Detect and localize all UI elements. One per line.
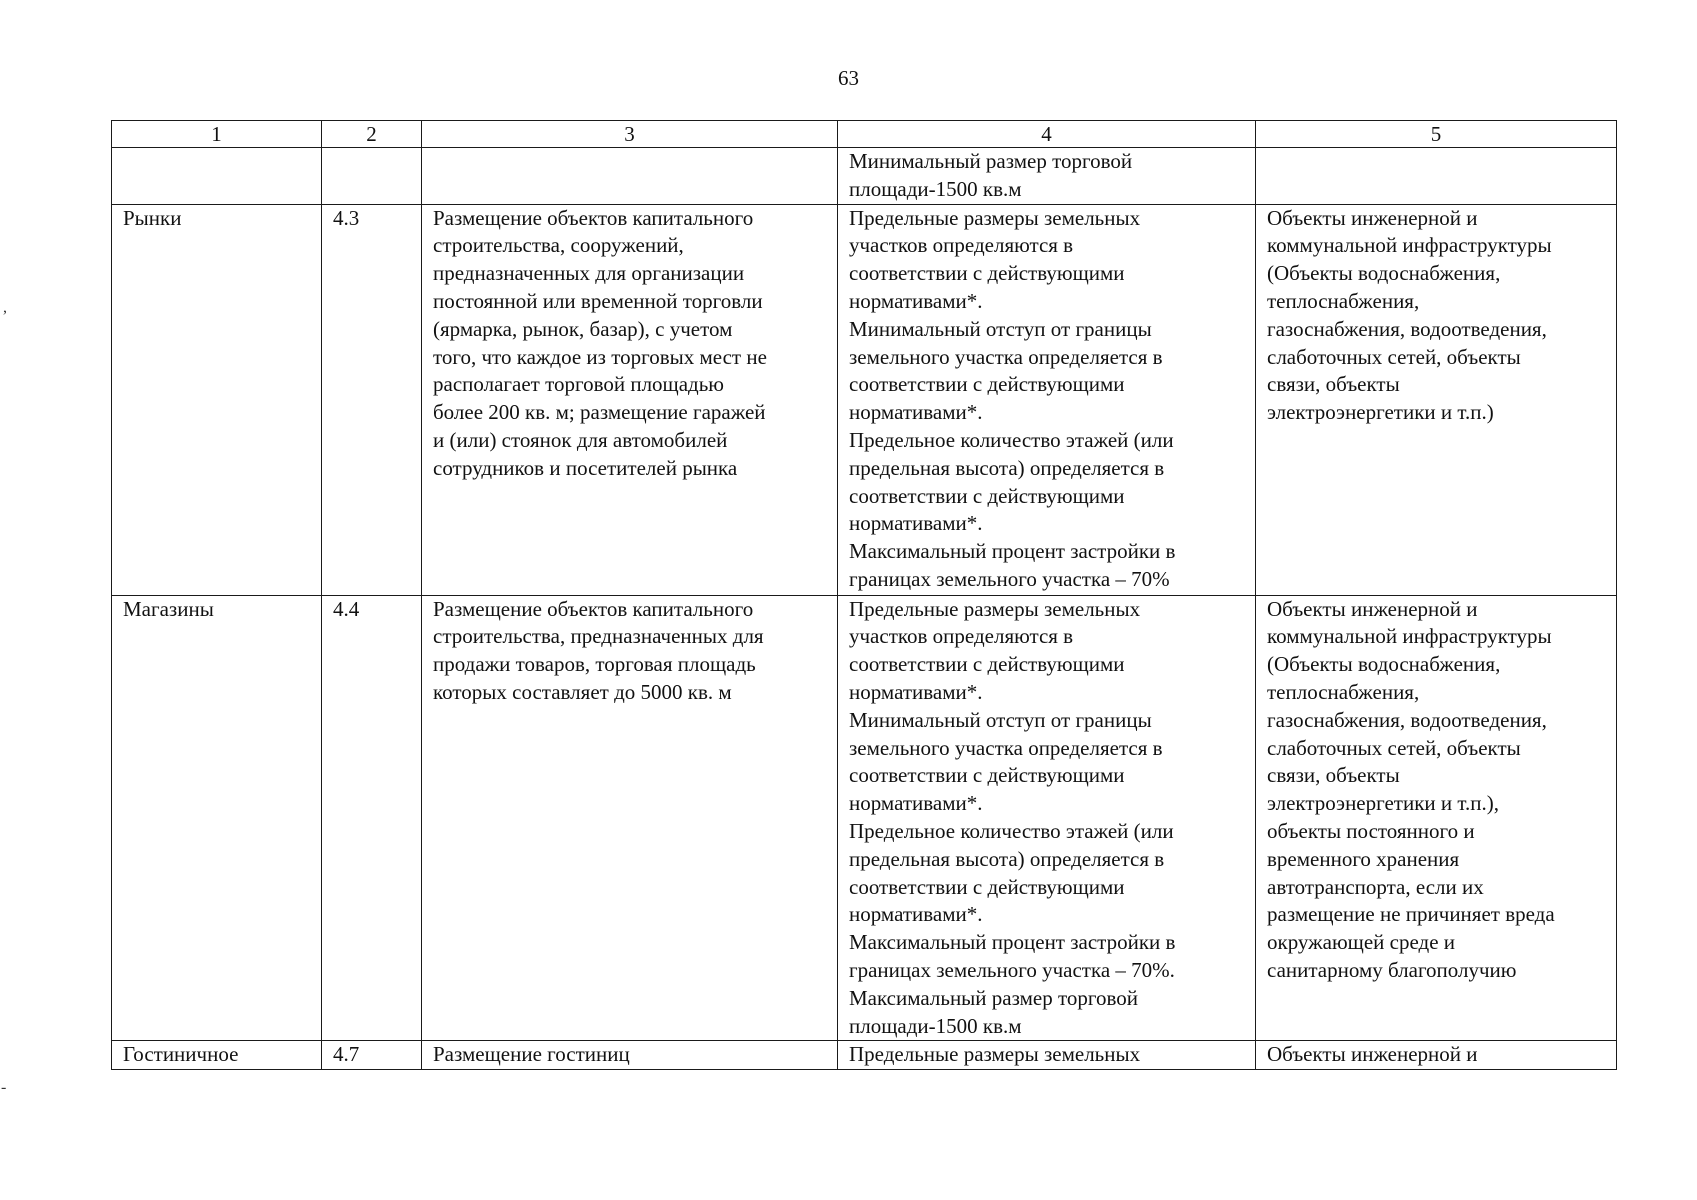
use-description-cell	[422, 595, 838, 1041]
margin-mark: ,	[3, 299, 7, 316]
use-description: Размещение объектов капитального строительства, сооружений, предназначенных для организации постоянной или временной торговли (ярмарка, рынок, базар), с учетом того, что каждое из торговых мест не располагает торговой площадью более 200 кв. м; размещение гаражей и (или) стоянок для автомобилей сотрудников и посетителей рынка	[433, 205, 767, 480]
table-header-row	[112, 121, 1617, 148]
use-parameters: Предельные размеры земельных участков определяются в соответствии с действующими нормативами*. Минимальный отступ от границы земельного участка определяется в соответствии с действующими нормативами*. Предельное количество этажей (или предельная высота) определяется в соответствии с действующими нормативами*. Максимальный процент застройки в границах земельного участка – 70%. Максимальный размер торговой площади-1500 кв.м	[849, 596, 1176, 1038]
use-code: 4.7	[333, 1042, 360, 1067]
table-row	[112, 204, 1617, 595]
header-cell-1: 1	[112, 121, 322, 148]
use-name: Магазины	[123, 596, 214, 621]
use-code: 4.3	[333, 205, 360, 230]
header-cell-2: 2	[322, 121, 422, 148]
use-description-cell	[422, 204, 838, 595]
auxiliary-uses: Объекты инженерной и коммунальной инфраструктуры (Объекты водоснабжения, теплоснабжения, газоснабжения, водоотведения, слаботочных сетей, объекты связи, объекты электроэнергетики и т.п.), объекты постоянного и временного хранения автотранспорта, если их размещение не причиняет вреда окружающей среде и санитарному благополучию	[1267, 596, 1555, 982]
table-row	[112, 595, 1617, 1041]
use-parameters-cell	[838, 1041, 1256, 1070]
header-cell-4: 4	[838, 121, 1256, 148]
header-cell-5: 5	[1256, 121, 1617, 148]
use-code-cell	[322, 148, 422, 205]
auxiliary-uses-cell	[1256, 148, 1617, 205]
use-name-cell	[112, 595, 322, 1041]
auxiliary-uses: Объекты инженерной и коммунальной инфраструктуры (Объекты водоснабжения, теплоснабжения, газоснабжения, водоотведения, слаботочных сетей, объекты связи, объекты электроэнергетики и т.п.)	[1267, 205, 1552, 425]
use-parameters: Предельные размеры земельных участков определяются в соответствии с действующими нормативами*. Минимальный отступ от границы земельного участка определяется в соответствии с действующими нормативами*. Предельное количество этажей (или предельная высота) определяется в соответствии с действующими нормативами*. Максимальный процент застройки в границах земельного участка – 70%	[849, 205, 1176, 591]
use-parameters: Предельные размеры земельных	[849, 1042, 1141, 1067]
margin-mark: -	[1, 1079, 7, 1096]
auxiliary-uses-cell	[1256, 1041, 1617, 1070]
use-code-cell	[322, 595, 422, 1041]
use-code: 4.4	[333, 596, 360, 621]
auxiliary-uses-cell	[1256, 595, 1617, 1041]
use-parameters-cell	[838, 204, 1256, 595]
use-name: Рынки	[123, 205, 182, 230]
auxiliary-uses: Объекты инженерной и	[1267, 1042, 1478, 1067]
use-name-cell	[112, 204, 322, 595]
use-name: Гостиничное	[123, 1042, 239, 1067]
use-description: Размещение гостиниц	[433, 1042, 630, 1067]
use-description-cell	[422, 1041, 838, 1070]
use-description: Размещение объектов капитального строительства, предназначенных для продажи товаров, торговая площадь которых составляет до 5000 кв. м	[433, 596, 764, 704]
use-name-cell	[112, 148, 322, 205]
use-parameters-cell	[838, 148, 1256, 205]
table-row	[112, 1041, 1617, 1070]
use-parameters-cell	[838, 595, 1256, 1041]
use-description-cell	[422, 148, 838, 205]
auxiliary-uses-cell	[1256, 204, 1617, 595]
use-code-cell	[322, 204, 422, 595]
header-cell-3: 3	[422, 121, 838, 148]
page-number: 63	[838, 66, 859, 90]
land-use-table	[111, 120, 1617, 1070]
use-code-cell	[322, 1041, 422, 1070]
table-row	[112, 148, 1617, 205]
use-name-cell	[112, 1041, 322, 1070]
use-parameters: Минимальный размер торговой площади-1500 кв.м	[849, 149, 1133, 201]
